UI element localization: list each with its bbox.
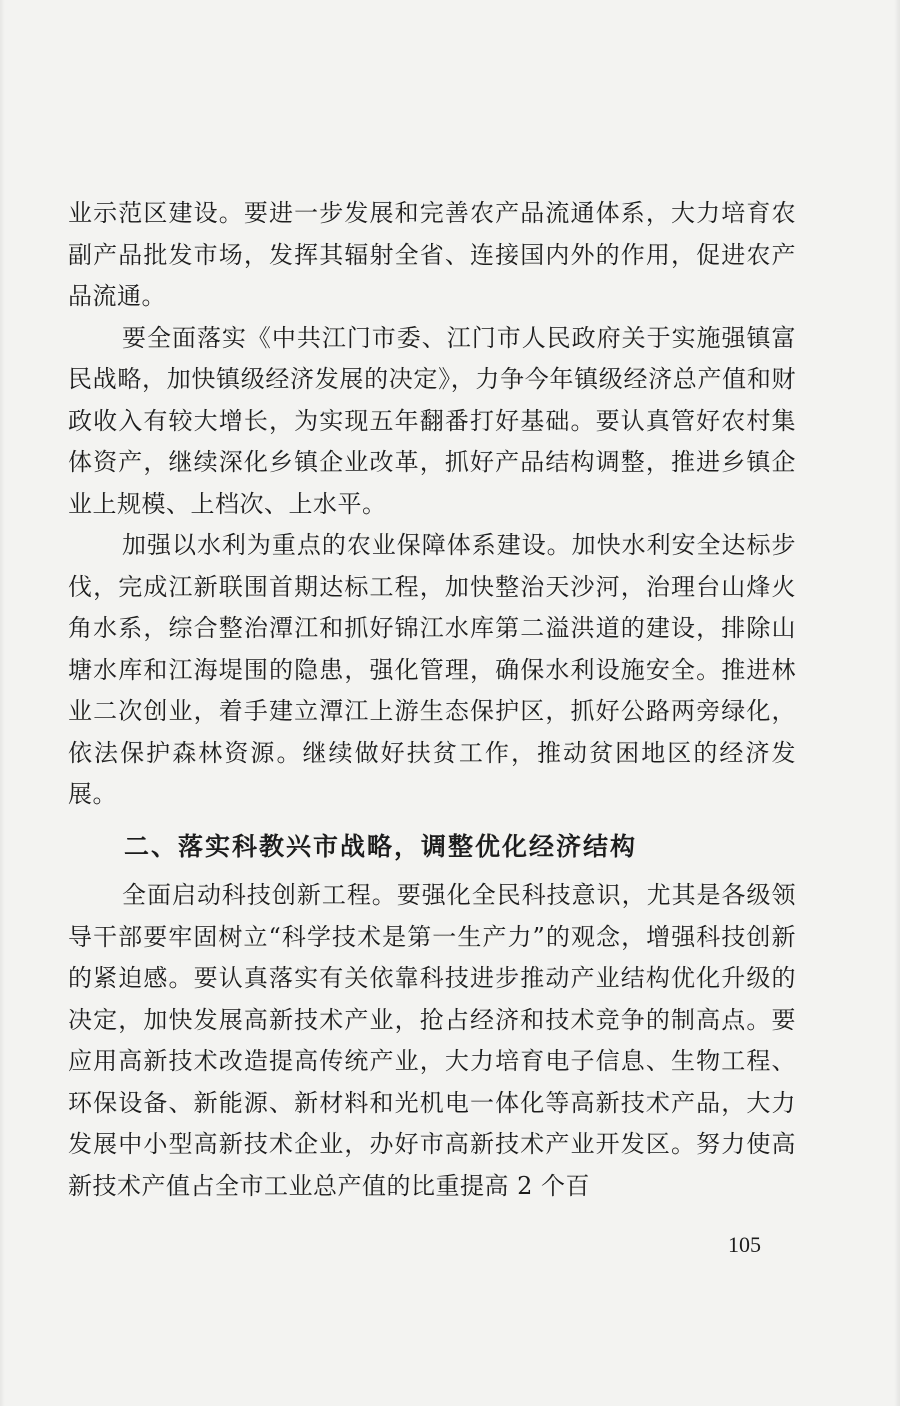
page-right-edge	[894, 0, 900, 1406]
section-heading: 二、落实科教兴市战略，调整优化经济结构	[124, 831, 638, 861]
page-left-edge	[0, 0, 5, 1406]
paragraph-water-conservancy: 加强以水利为重点的农业保障体系建设。加快水利安全达标步伐，完成江新联围首期达标工程，加快整治天沙河，治理台山烽火角水系，综合整治潭江和抓好锦江水库第二溢洪道的建设，排除山塘水库和江海堤围的隐患，强化管理，确保水利设施安全。推进林业二次创业，着手建立潭江上游生态保护区，抓好公路两旁绿化，依法保护森林资源。继续做好扶贫工作，推动贫困地区的经济发展。	[68, 531, 796, 808]
paragraph-tech-innovation: 全面启动科技创新工程。要强化全民科技意识，尤其是各级领导干部要牢固树立“科学技术是第一生产力”的观念，增强科技创新的紧迫感。要认真落实有关依靠科技进步推动产业结构优化升级的决定，加快发展高新技术产业，抢占经济和技术竞争的制高点。要应用高新技术改造提高传统产业，大力培育电子信息、生物工程、环保设备、新能源、新材料和光机电一体化等高新技术产品，大力发展中小型高新技术企业，办好市高新技术产业开发区。努力使高新技术产值占全市工业总产值的比重提高 2 个百	[68, 881, 796, 1200]
paragraph-town-economy: 要全面落实《中共江门市委、江门市人民政府关于实施强镇富民战略，加快镇级经济发展的决定》，力争今年镇级经济总产值和财政收入有较大增长，为实现五年翻番打好基础。要认真管好农村集体资产，继续深化乡镇企业改革，抓好产品结构调整，推进乡镇企业上规模、上档次、上水平。	[68, 323, 796, 518]
paragraph-continued: 业示范区建设。要进一步发展和完善农产品流通体系，大力培育农副产品批发市场，发挥其辐射全省、连接国内外的作用，促进农产品流通。	[68, 199, 796, 310]
body-text	[68, 193, 796, 1207]
page-number: 105	[728, 1232, 761, 1257]
